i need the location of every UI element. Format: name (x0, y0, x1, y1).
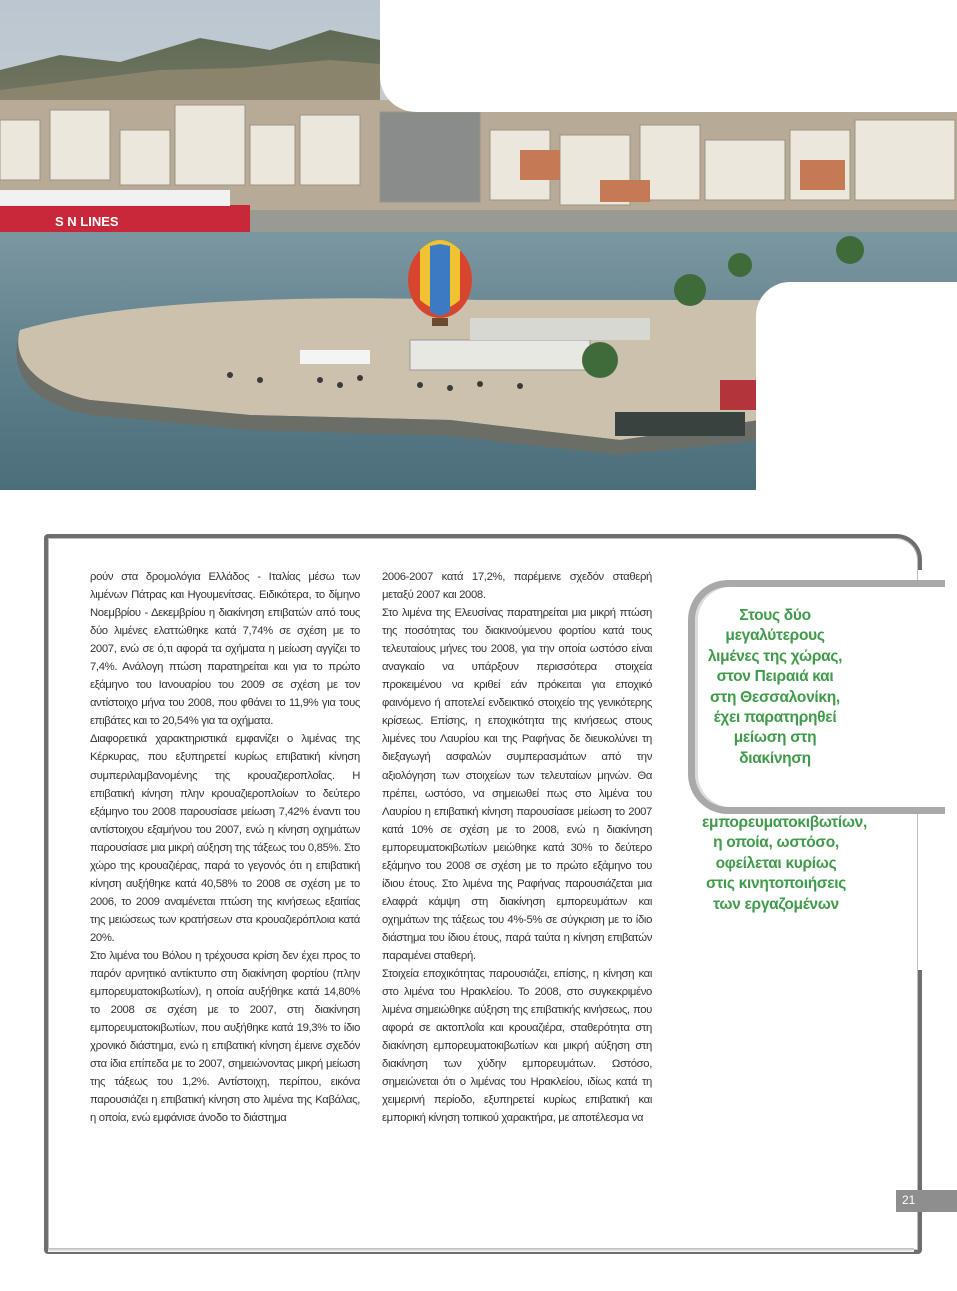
paragraph: Διαφορετικά χαρακτηριστικά εμφανίζει ο λιμένας της Κέρκυρας, που εξυπηρετεί κυρίως επιβατική κίνηση συμπεριλαμβανομένης της κρουαζιεροπλοΐας. Η επιβατική κίνηση πλην κρουαζιεροπλοίων το δεύτερο εξάμηνο του 2008 παρουσίασε μείωση 7,42% έναντι του αντίστοιχου εξαμήνου του 2007, ενώ η κίνηση οχημάτων παρουσίασε μια μικρή αύξηση της τάξεως του 0,85%. Στο χώρο της κρουαζιέρας, παρά το γεγονός ότι η επιβατική κίνηση αυξήθηκε κατά 40,58% το 2008 σε σχέση με το 2006, το 2009 αναμένεται πτώση της κινήσεως εξαιτίας της μειώσεως των κρατήσεων στα κρουαζιερόπλοια κατά 20%. (90, 733, 360, 944)
page-number-bar (896, 1190, 957, 1212)
svg-text:S N LINES: S N LINES (55, 214, 119, 229)
paragraph: Στο λιμένα της Ελευσίνας παρατηρείται μια μικρή πτώση της ποσότητας του διακινούμενου φορτίου κατά τους τελευταίους μήνες του 2008, για την οποία ωστόσο είναι αναγκαίο να υπάρξουν περισσότερα στοιχεία προκειμένου να κριθεί εάν πρόκειται για εποχικό φαινόμενο ή αποτελεί ενδεικτικό στοιχείο της γενικότερης κρίσεως. Επίσης, η εποχικότητα της κινήσεως στους λιμένες του Λαυρίου και της Ραφήνας δε διευκολύνει τη διεξαγωγή ασφαλών συμπερασμάτων από την αξιολόγηση των στοιχείων των τελευταίων μηνών. Θα πρέπει, ωστόσο, να σημειωθεί πως στο λιμένα του Λαυρίου η επιβατική κίνηση παρουσίασε μείωση το 2007 κατά 10% σε σχέση με το 2008, ενώ η διακίνηση εμπορευματοκιβωτίων μειώθηκε κατά 30% το δεύτερο εξάμηνο του 2008 σε σχέση με το πρώτο εξάμηνο του ίδιου έτους. Στο λιμένα της Ραφήνας παρουσιάζεται μια ελαφρά κάμψη στη διακίνηση εμπορευμάτων και οχημάτων της τάξεως του 4%-5% σε σύγκριση με το ίδιο διάστημα του ίδιου έτους, παρά ταύτα η κίνηση επιβατών παραμένει σταθερή. (382, 607, 652, 962)
pull-quote-part2: εμπορευματοκιβωτίων, η οποία, ωστόσο, οφείλεται κυρίως στις κινητοποιήσεις των εργαζομένων (702, 814, 867, 913)
paragraph: Στοιχεία εποχικότητας παρουσιάζει, επίσης, η κίνηση και στο λιμένα του Ηρακλείου. Το 2008, στο συγκεκριμένο λιμένα σημειώθηκε αύξηση της επιβατικής κινήσεως, που αφορά σε ακτοπλοΐα και κρουαζιέρα, σταθερότητα στη διακίνηση εμπορευματοκιβωτίων και μικρή αύξηση στη διακίνηση των χύδην εμπορευμάτων. Ωστόσο, σημειώνεται ότι ο λιμένας του Ηρακλείου, ιδίως κατά τη χειμερινή περίοδο, εξυπηρετεί κυρίως επιβατική και εμπορική κίνηση τοπικού χαρακτήρα, με αποτέλεσμα να (382, 968, 652, 1125)
photo-mask-top (380, 0, 957, 112)
photo-mask-right (756, 282, 957, 542)
harbor-photo (0, 0, 957, 490)
frame-shadow (48, 1248, 914, 1252)
pull-quote-part1: Στους δύο μεγαλύτερους λιμένες της χώρας, στον Πειραιά και στη Θεσσαλονίκη, έχει παρατηρηθεί μείωση στη διακίνηση (707, 607, 843, 767)
page-number: 21 (902, 1193, 916, 1207)
paragraph: ρούν στα δρομολόγια Ελλάδος - Ιταλίας μέσω των λιμένων Πάτρας και Ηγουμενίτσας. Ειδικότερα, το δίμηνο Νοεμβρίου - Δεκεμβρίου η διακίνηση επιβατών από τους δύο λιμένες ελαττώθηκε κατά 7,74% σε σχέση με το 2007, ενώ σε ό,τι αφορά τα οχήματα η μείωση αγγίζει το 7,4%. Ανάλογη πτώση παρατηρείται και για το πρώτο εξάμηνο του Ιανουαρίου του 2009 σε σχέση με τον αντίστοιχο μήνα του 2008, που φθάνει το 11,9% για τους επιβάτες και το 20,54% για τα οχήματα. (90, 571, 360, 728)
paragraph: 2006-2007 κατά 17,2%, παρέμεινε σχεδόν σταθερή μεταξύ 2007 και 2008. (382, 571, 652, 602)
article-right-column (382, 568, 652, 1127)
paragraph: Στο λιμένα του Βόλου η τρέχουσα κρίση δεν έχει προς το παρόν αρνητικό αντίκτυπο στη διακίνηση φορτίου (πλην εμπορευματοκιβωτίων), η οποία αυξήθηκε κατά 14,80% το 2008 σε σχέση με το 2007, στη διακίνηση εμπορευματοκιβωτίων, που αυξήθηκε κατά 19,3% το ίδιο χρονικό διάστημα, ενώ η επιβατική κίνηση έμεινε σχεδόν στα ίδια επίπεδα με το 2007, σημειώνοντας μικρή μείωση της τάξεως του 1,2%. Αντίστοιχη, περίπου, εικόνα παρουσιάζει η επιβατική κίνηση στο λιμένα της Καβάλας, η οποία, ενώ εμφάνισε άνοδο το διάστημα (90, 949, 360, 1125)
article-left-column (90, 568, 360, 1127)
